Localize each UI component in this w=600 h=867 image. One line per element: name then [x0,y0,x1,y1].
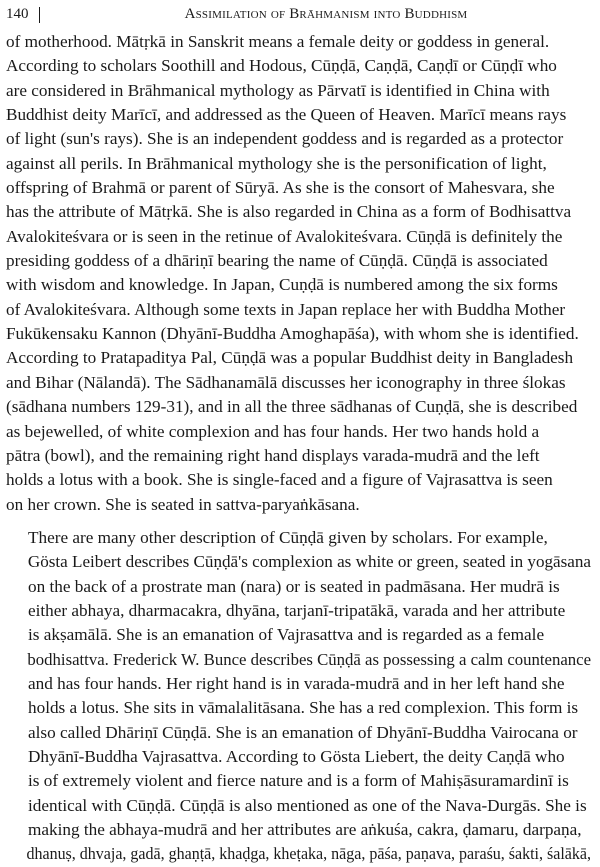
text-line: of light (sun's rays). She is an independent goddess and is regarded as a protector [6,129,564,149]
paragraph [6,30,591,517]
paragraph [6,526,591,867]
header-divider [39,7,40,23]
text-line: also called Dhāriṇī Cūṇḍā. She is an emanation of Dhyānī-Buddha Vairocana or [28,722,578,742]
running-title: Assimilation of Brāhmanism into Buddhism [184,6,468,22]
text-line: offspring of Brahmā or parent of Sūryā. As she is the consort of Mahesvara, she [6,178,555,198]
text-line: presiding goddess of a dhāriṇī bearing the name of Cūṇḍā. Cūṇḍā is associated [6,251,548,271]
text-line: holds a lotus with a book. She is single-faced and a figure of Vajrasattva is seen [6,470,553,490]
text-line: Buddhist deity Marīcī, and addressed as the Queen of Heaven. Marīcī means rays [6,105,567,125]
text-line: and has four hands. Her right hand is in varada-mudrā and in her left hand she [28,673,565,693]
text-line: is akṣamālā. She is an emanation of Vajrasattva and is regarded as a female [28,625,545,645]
body-text [6,30,591,867]
text-line: According to scholars Soothill and Hodous, Cūṇḍā, Caṇḍā, Caṇḍī or Cūṇḍī who [6,56,557,76]
text-line: are considered in Brāhmanical mythology as Pārvatī is identified in China with [6,80,550,100]
text-line: identical with Cūṇḍā. Cūṇḍā is also mentioned as one of the Nava-Durgās. She is [28,795,587,815]
text-line: There are many other description of Cūṇḍā given by scholars. For example, [28,527,548,547]
text-line: either abhaya, dharmacakra, dhyāna, tarjanī-tripatākā, varada and her attribute [28,600,566,620]
text-line: Dhyānī-Buddha Vajrasattva. According to Gösta Liebert, the deity Caṇḍā who [28,746,565,766]
text-line: bodhisattva. Frederick W. Bunce describes Cūṇḍā as possessing a calm countenance [27,649,592,669]
text-line: is of extremely violent and fierce nature and is a form of Mahiṣāsuramardinī is [28,771,569,791]
text-line: Gösta Leibert describes Cūṇḍā's complexion as white or green, seated in yogāsana [27,552,592,572]
text-line: of motherhood. Mātṛkā in Sanskrit means a female deity or goddess in general. [6,32,550,51]
page-number: 140 [6,6,29,22]
text-line: making the abhaya-mudrā and her attributes are aṅkuśa, cakra, ḍamaru, darpaṇa, [28,820,582,839]
text-line: on her crown. She is seated in sattva-paryaṅkāsana. [6,494,360,514]
text-line: According to Pratapaditya Pal, Cūṇḍā was a popular Buddhist deity in Bangladesh [6,348,574,368]
text-line: holds a lotus. She sits in vāmalalitāsana. She has a red complexion. This form is [28,698,579,718]
text-line: of Avalokiteśvara. Although some texts in Japan replace her with Buddha Mother [6,299,566,319]
text-line: pātra (bowl), and the remaining right hand displays varada-mudrā and the left [6,445,540,465]
text-line: with wisdom and knowledge. In Japan, Cuṇḍā is numbered among the six forms [6,275,558,295]
text-line: on the back of a prostrate man (nara) or is seated in padmāsana. Her mudrā is [28,576,560,596]
text-line: Fukūkensaku Kannon (Dhyānī-Buddha Amoghapāśa), with whom she is identified. [6,324,579,344]
text-line: against all perils. In Brāhmanical mythology she is the personification of light, [6,153,547,173]
running-header [6,3,594,27]
text-line: Avalokiteśvara or is seen in the retinue of Avalokiteśvara. Cūṇḍā is definitely the [6,226,563,246]
text-line: and Bihar (Nālandā). The Sādhanamālā discusses her iconography in three ślokas [6,372,566,392]
text-line: as bejewelled, of white complexion and has four hands. Her two hands hold a [6,421,540,441]
text-line: dhanuṣ, dhvaja, gadā, ghaṇṭā, khaḍga, kheṭaka, nāga, pāśa, paṇava, paraśu, śakti, śalākā, [26,844,591,864]
text-line: (sādhana numbers 129-31), and in all the three sādhanas of Cuṇḍā, she is described [6,397,578,417]
text-line: has the attribute of Mātṛkā. She is also regarded in China as a form of Bodhisattva [6,202,572,222]
